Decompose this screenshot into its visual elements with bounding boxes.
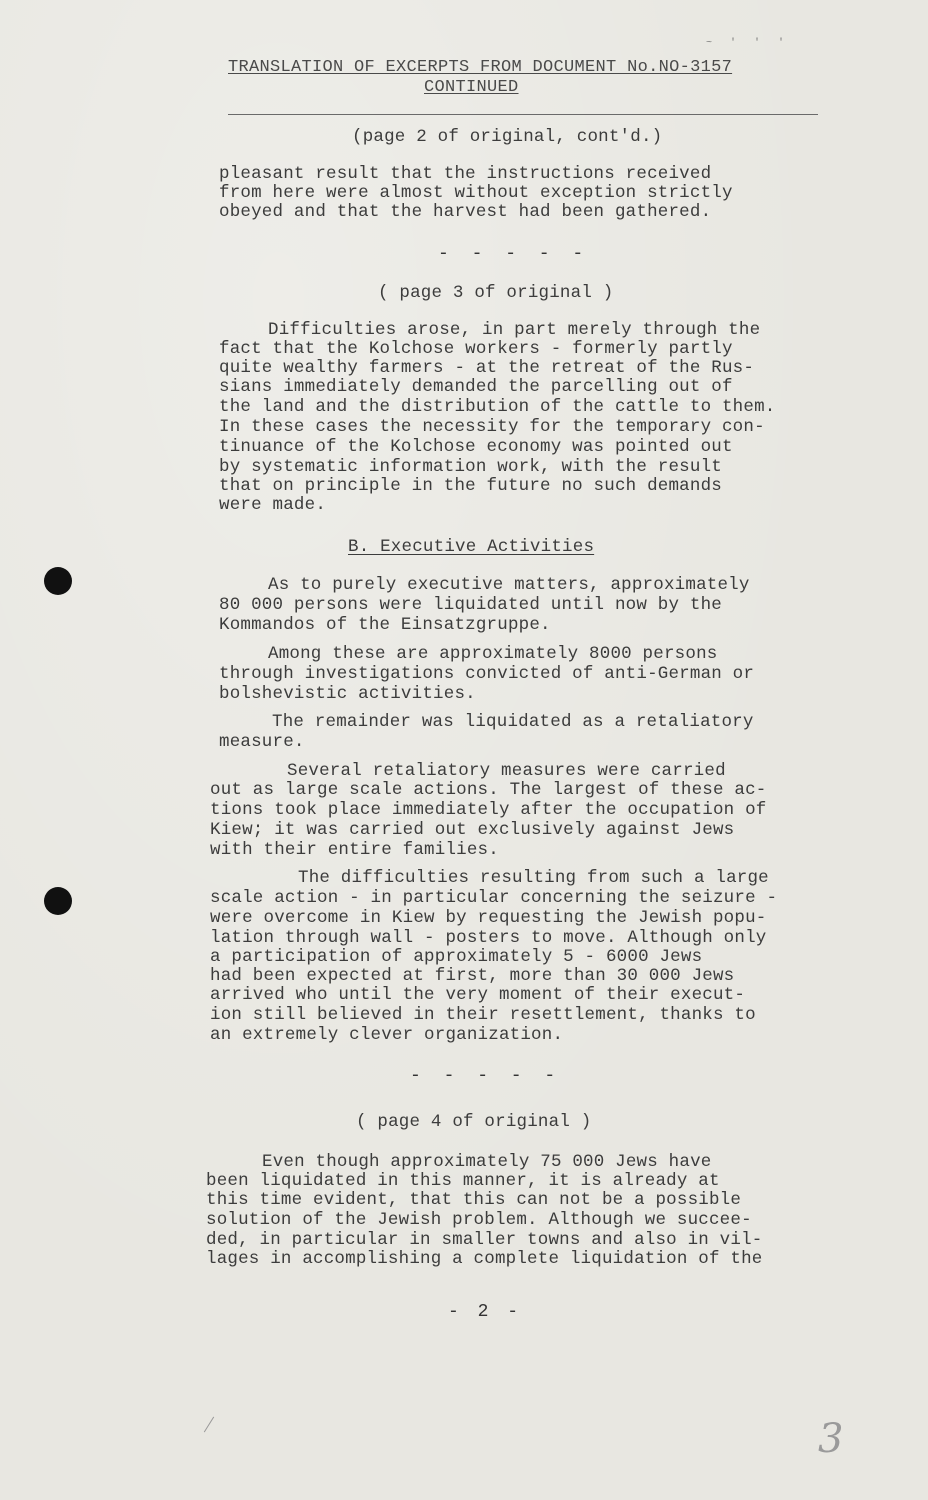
page2-heading: (page 2 of original, cont'd.) [352, 127, 663, 147]
even-line-2: been liquidated in this manner, it is already at [206, 1171, 720, 1191]
difficulties-line-6: In these cases the necessity for the temporary con- [219, 417, 765, 437]
difficulties-line-9: that on principle in the future no such demands [219, 476, 722, 496]
difficulties-line-3: quite wealthy farmers - at the retreat of the Rus- [219, 358, 755, 378]
page3-heading: ( page 3 of original ) [378, 283, 614, 303]
difficulties2-line-7: arrived who until the very moment of their execut- [210, 985, 746, 1005]
header-title: TRANSLATION OF EXCERPTS FROM DOCUMENT No.NO-3157 [228, 58, 733, 77]
subheading-executive-activities: B. Executive Activities [348, 537, 595, 557]
executive-line-2: 80 000 persons were liquidated until now by the [219, 595, 722, 615]
handwritten-page-number: 3 [818, 1416, 844, 1462]
header-continued: CONTINUED [424, 78, 519, 97]
document-header [228, 58, 818, 98]
page2-line-2: from here were almost without exception strictly [219, 183, 733, 203]
separator-2: - - - - - [410, 1066, 562, 1086]
executive-line-1: As to purely executive matters, approximately [268, 575, 750, 595]
page2-line-1: pleasant result that the instructions received [219, 164, 712, 184]
difficulties-line-10: were made. [219, 495, 327, 515]
several-line-2: out as large scale actions. The largest of these ac- [210, 780, 767, 800]
difficulties2-line-1: The difficulties resulting from such a large [298, 868, 769, 888]
even-line-4: solution of the Jewish problem. Although we succee- [206, 1210, 752, 1230]
header-rule [228, 114, 818, 115]
executive-line-3: Kommandos of the Einsatzgruppe. [219, 615, 551, 635]
difficulties2-line-6: had been expected at first, more than 30 000 Jews [210, 966, 735, 986]
difficulties2-line-5: a participation of approximately 5 - 6000 Jews [210, 947, 703, 967]
several-line-4: Kiew; it was carried out exclusively against Jews [210, 820, 735, 840]
difficulties2-line-3: were overcome in Kiew by requesting the Jewish popu- [210, 908, 767, 928]
punch-hole-top [44, 567, 72, 595]
even-line-3: this time evident, that this can not be a possible [206, 1190, 742, 1210]
remainder-line-2: measure. [219, 732, 305, 752]
several-line-5: with their entire families. [210, 840, 499, 860]
among-line-2: through investigations convicted of anti-German or [219, 664, 755, 684]
difficulties2-line-8: ion still believed in their resettlement, thanks to [210, 1005, 756, 1025]
page4-heading: ( page 4 of original ) [356, 1112, 592, 1132]
difficulties2-line-9: an extremely clever organization. [210, 1025, 564, 1045]
difficulties2-line-4: lation through wall - posters to move. Although only [210, 928, 767, 948]
pencil-mark [204, 1417, 214, 1433]
difficulties-line-7: tinuance of the Kolchose economy was pointed out [219, 437, 733, 457]
difficulties-line-5: the land and the distribution of the cattle to them. [219, 397, 776, 417]
even-line-1: Even though approximately 75 000 Jews have [262, 1152, 712, 1172]
difficulties-line-2: fact that the Kolchose workers - formerly partly [219, 339, 733, 359]
punch-hole-bottom [44, 887, 72, 915]
page2-line-3: obeyed and that the harvest had been gathered. [219, 202, 712, 222]
among-line-3: bolshevistic activities. [219, 684, 476, 704]
difficulties-line-4: sians immediately demanded the parcelling out of [219, 377, 733, 397]
even-line-5: ded, in particular in smaller towns and also in vil- [206, 1230, 763, 1250]
difficulties-line-1: Difficulties arose, in part merely through the [268, 320, 761, 340]
margin-marks: ~ ' ' ' [706, 38, 791, 49]
several-line-1: Several retaliatory measures were carried [287, 761, 726, 781]
page-number: - 2 - [448, 1302, 523, 1322]
several-line-3: tions took place immediately after the occupation of [210, 800, 767, 820]
remainder-line-1: The remainder was liquidated as a retaliatory [272, 712, 754, 732]
separator-1: - - - - - [438, 244, 590, 264]
even-line-6: lages in accomplishing a complete liquidation of the [206, 1249, 763, 1269]
difficulties2-line-2: scale action - in particular concerning the seizure - [210, 888, 778, 908]
difficulties-line-8: by systematic information work, with the result [219, 457, 722, 477]
among-line-1: Among these are approximately 8000 persons [268, 644, 718, 664]
